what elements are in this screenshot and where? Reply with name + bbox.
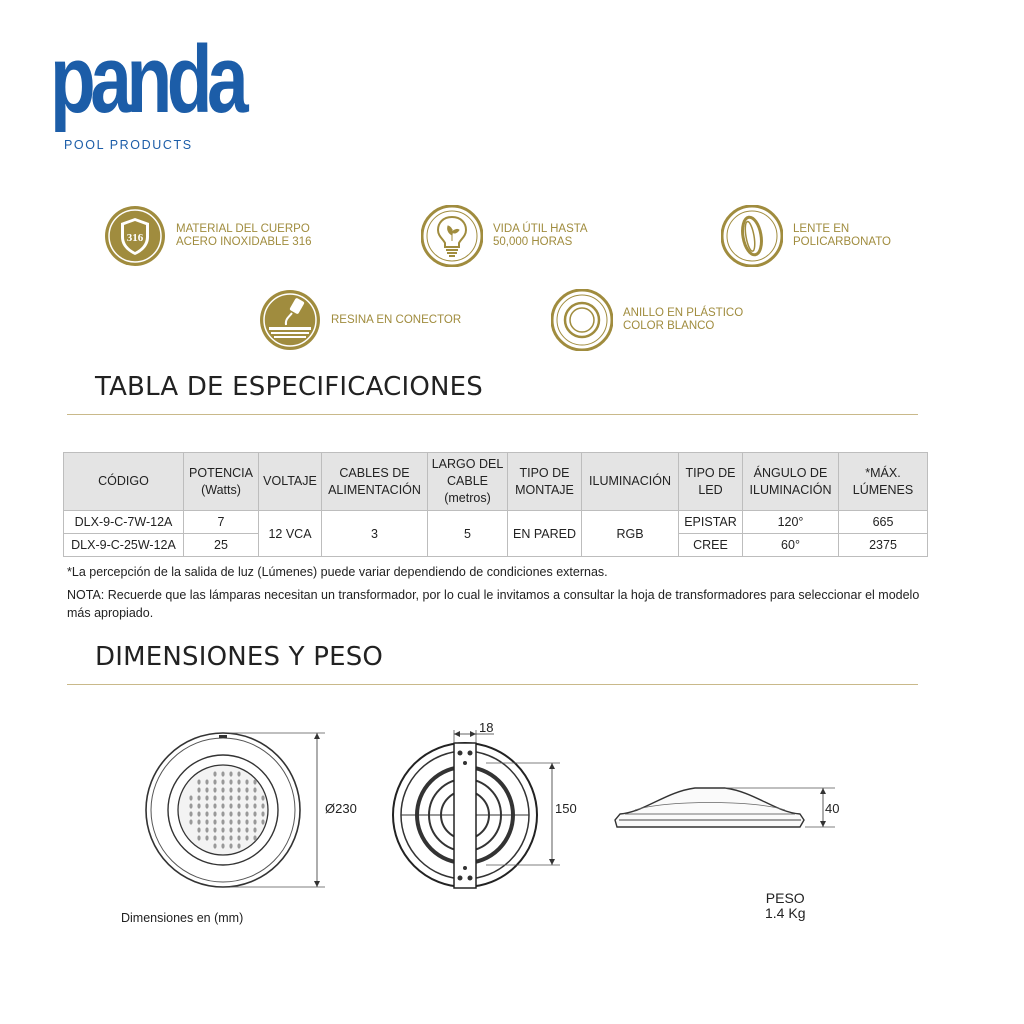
led-dot bbox=[221, 811, 224, 816]
led-dot bbox=[205, 827, 208, 832]
led-dot bbox=[245, 787, 248, 792]
led-dot bbox=[221, 779, 224, 784]
led-dot bbox=[261, 803, 264, 808]
led-dot bbox=[229, 835, 232, 840]
led-dot bbox=[261, 795, 264, 800]
feature-resin bbox=[259, 289, 461, 351]
led-dot bbox=[213, 779, 216, 784]
led-dot bbox=[189, 795, 192, 800]
led-dot bbox=[245, 819, 248, 824]
led-dot bbox=[213, 795, 216, 800]
led-dot bbox=[213, 843, 216, 848]
led-dot bbox=[189, 811, 192, 816]
diameter-label: Ø230 bbox=[325, 801, 357, 816]
led-dot bbox=[221, 803, 224, 808]
led-dot bbox=[205, 835, 208, 840]
section-divider bbox=[67, 684, 918, 685]
cell-angulo: 60° bbox=[743, 534, 839, 557]
brand-logo bbox=[50, 26, 244, 160]
led-dot bbox=[237, 827, 240, 832]
led-dot bbox=[221, 795, 224, 800]
led-dot bbox=[237, 771, 240, 776]
led-dot bbox=[237, 843, 240, 848]
led-dot bbox=[245, 835, 248, 840]
led-dot bbox=[229, 803, 232, 808]
header-potencia: POTENCIA (Watts) bbox=[184, 453, 259, 511]
feature-ring bbox=[551, 289, 743, 351]
led-dot bbox=[261, 819, 264, 824]
back-view-drawing bbox=[390, 718, 570, 898]
table-header-row bbox=[64, 453, 928, 511]
led-dot bbox=[205, 803, 208, 808]
cell-lumenes: 665 bbox=[839, 511, 928, 534]
table-row bbox=[64, 511, 928, 534]
led-dot bbox=[245, 827, 248, 832]
led-dot bbox=[197, 827, 200, 832]
cell-iluminacion: RGB bbox=[582, 511, 679, 557]
led-dot bbox=[197, 803, 200, 808]
led-dot bbox=[237, 819, 240, 824]
shield-316-icon bbox=[104, 205, 166, 267]
led-dot bbox=[205, 795, 208, 800]
cell-potencia: 25 bbox=[184, 534, 259, 557]
feature-text: LENTE EN POLICARBONATO bbox=[793, 223, 891, 248]
feature-lifetime bbox=[421, 205, 588, 267]
cell-tipo-led: EPISTAR bbox=[679, 511, 743, 534]
header-montaje: TIPO DE MONTAJE bbox=[508, 453, 582, 511]
front-view-drawing bbox=[140, 730, 340, 900]
cell-potencia: 7 bbox=[184, 511, 259, 534]
feature-text: MATERIAL DEL CUERPO ACERO INOXIDABLE 316 bbox=[176, 223, 312, 248]
section-divider bbox=[67, 414, 918, 415]
cell-angulo: 120° bbox=[743, 511, 839, 534]
logo-tagline: POOL PRODUCTS bbox=[64, 138, 193, 152]
led-dot bbox=[221, 835, 224, 840]
feature-material bbox=[104, 205, 312, 267]
feature-text: VIDA ÚTIL HASTA 50,000 HORAS bbox=[493, 223, 588, 248]
resin-connector-icon bbox=[259, 289, 321, 351]
transformer-note: NOTA: Recuerde que las lámparas necesitan un transformador, por lo cual le invitamos a consultar la hoja de transformadores para seleccionar el modelo más apropiado. bbox=[67, 588, 920, 620]
logo-wordmark: panda bbox=[50, 26, 244, 133]
led-dot bbox=[229, 827, 232, 832]
led-dot bbox=[197, 787, 200, 792]
led-dot bbox=[205, 811, 208, 816]
led-dot bbox=[213, 771, 216, 776]
led-dot bbox=[213, 827, 216, 832]
led-dot bbox=[197, 795, 200, 800]
cell-codigo: DLX-9-C-7W-12A bbox=[64, 511, 184, 534]
feature-text: ANILLO EN PLÁSTICO COLOR BLANCO bbox=[623, 307, 744, 332]
led-dot bbox=[253, 779, 256, 784]
header-codigo: CÓDIGO bbox=[64, 453, 184, 511]
lumen-footnote: *La percepción de la salida de luz (Lúmenes) puede variar dependiendo de condiciones externas. bbox=[67, 565, 608, 579]
header-largo: LARGO DEL CABLE (metros) bbox=[428, 453, 508, 511]
cell-codigo: DLX-9-C-25W-12A bbox=[64, 534, 184, 557]
led-dot bbox=[197, 811, 200, 816]
led-dot bbox=[253, 819, 256, 824]
led-dot bbox=[221, 787, 224, 792]
led-dot bbox=[229, 811, 232, 816]
led-dot bbox=[245, 795, 248, 800]
header-lumenes: *MÁX. LÚMENES bbox=[839, 453, 928, 511]
led-dot bbox=[245, 779, 248, 784]
led-dot bbox=[213, 787, 216, 792]
led-dot bbox=[221, 819, 224, 824]
led-dot bbox=[229, 795, 232, 800]
units-note: Dimensiones en (mm) bbox=[121, 911, 244, 925]
led-dot bbox=[189, 803, 192, 808]
led-dot bbox=[229, 779, 232, 784]
led-dot bbox=[229, 787, 232, 792]
led-dot bbox=[253, 835, 256, 840]
led-dot bbox=[253, 827, 256, 832]
header-iluminacion: ILUMINACIÓN bbox=[582, 453, 679, 511]
ring-icon bbox=[551, 289, 613, 351]
weight-value: 1.4 Kg bbox=[765, 905, 806, 921]
led-dot bbox=[237, 795, 240, 800]
led-dot bbox=[221, 827, 224, 832]
cell-lumenes: 2375 bbox=[839, 534, 928, 557]
led-dot bbox=[197, 819, 200, 824]
cell-cables: 3 bbox=[322, 511, 428, 557]
height-label: 150 bbox=[555, 801, 577, 816]
led-dot bbox=[221, 843, 224, 848]
led-dot bbox=[237, 803, 240, 808]
led-dot bbox=[245, 811, 248, 816]
side-view-drawing bbox=[605, 782, 845, 842]
led-dot bbox=[189, 819, 192, 824]
header-angulo: ÁNGULO DE ILUMINACIÓN bbox=[743, 453, 839, 511]
lightbulb-leaf-icon bbox=[421, 205, 483, 267]
led-dot bbox=[237, 835, 240, 840]
led-dot bbox=[237, 779, 240, 784]
led-dot bbox=[229, 819, 232, 824]
led-dot bbox=[253, 803, 256, 808]
led-dot bbox=[197, 779, 200, 784]
dimension-drawings bbox=[0, 700, 1024, 940]
led-dot bbox=[205, 779, 208, 784]
header-tipo-led: TIPO DE LED bbox=[679, 453, 743, 511]
weight-block bbox=[765, 891, 805, 921]
spec-section-title: TABLA DE ESPECIFICACIONES bbox=[95, 372, 483, 402]
weight-label: PESO bbox=[765, 890, 805, 906]
led-dot bbox=[213, 819, 216, 824]
led-dot bbox=[261, 811, 264, 816]
depth-label: 40 bbox=[825, 801, 840, 816]
led-dot bbox=[205, 819, 208, 824]
cell-montaje: EN PARED bbox=[508, 511, 582, 557]
led-dot bbox=[253, 795, 256, 800]
led-dot bbox=[237, 787, 240, 792]
led-dot bbox=[213, 803, 216, 808]
led-dot bbox=[245, 803, 248, 808]
led-dot bbox=[253, 811, 256, 816]
led-dot bbox=[213, 835, 216, 840]
led-dot bbox=[237, 811, 240, 816]
led-dot bbox=[197, 835, 200, 840]
width-label: 18 bbox=[479, 720, 494, 735]
header-voltaje: VOLTAJE bbox=[259, 453, 322, 511]
header-cables: CABLES DE ALIMENTACIÓN bbox=[322, 453, 428, 511]
lens-icon bbox=[721, 205, 783, 267]
shield-badge-text: 316 bbox=[126, 232, 144, 244]
cell-largo: 5 bbox=[428, 511, 508, 557]
led-dot bbox=[213, 811, 216, 816]
led-dot bbox=[229, 771, 232, 776]
led-dot bbox=[205, 787, 208, 792]
led-dot bbox=[221, 771, 224, 776]
feature-lens bbox=[721, 205, 891, 267]
cell-tipo-led: CREE bbox=[679, 534, 743, 557]
led-dot bbox=[229, 843, 232, 848]
cell-voltaje: 12 VCA bbox=[259, 511, 322, 557]
feature-text: RESINA EN CONECTOR bbox=[331, 313, 462, 326]
led-dot bbox=[253, 787, 256, 792]
spec-table bbox=[63, 452, 928, 557]
dim-section-title: DIMENSIONES Y PESO bbox=[95, 642, 384, 672]
